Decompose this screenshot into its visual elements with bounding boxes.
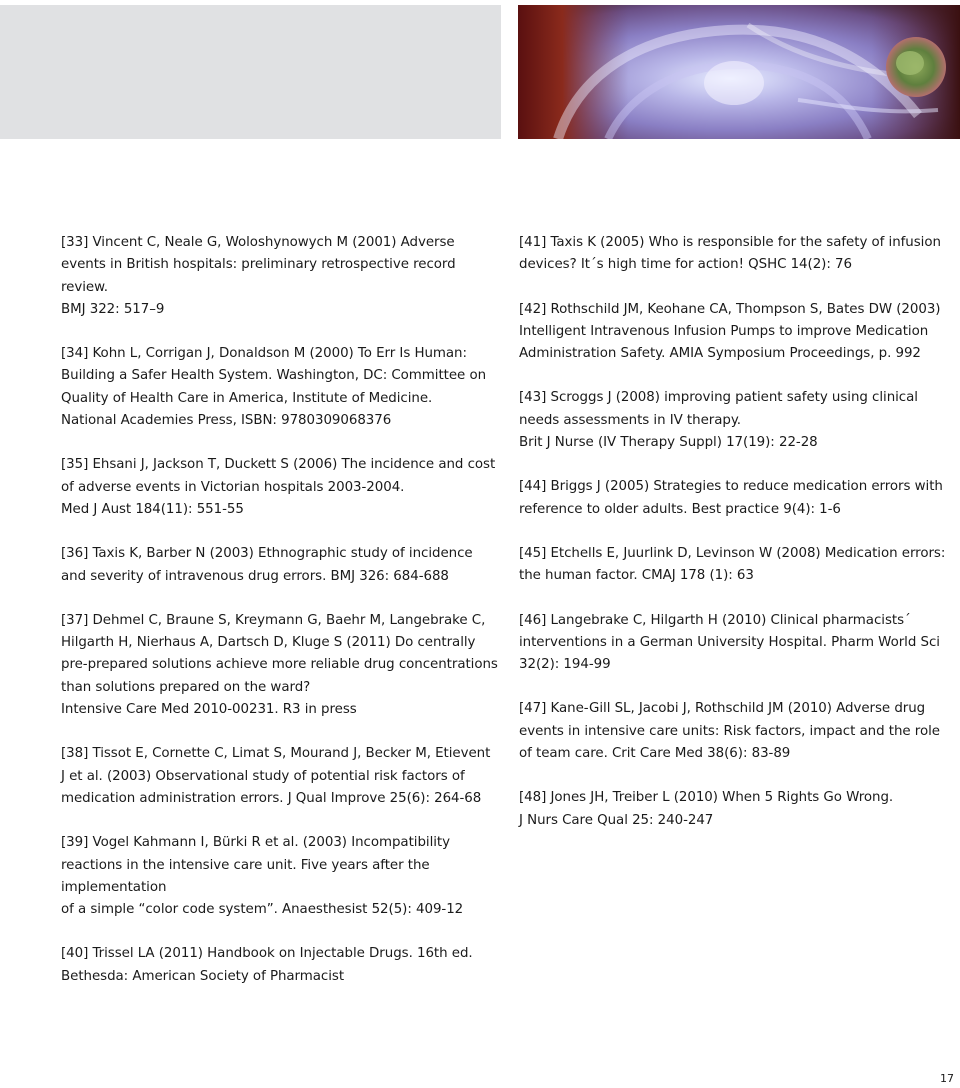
reference-33: [33] Vincent C, Neale G, Woloshynowych M (2001) Adverse events in British hospitals: preliminary retrospective record review. BMJ 322: 517–9 (61, 235, 456, 317)
references-left-column (61, 232, 505, 1010)
reference-34: [34] Kohn L, Corrigan J, Donaldson M (2000) To Err Is Human: Building a Safer Health System. Washington, DC: Committee on Quality of Health Care in America, Institute of Medicine. National Academies Press, ISBN: 9780309068376 (61, 346, 487, 429)
references-right-column (519, 232, 957, 854)
reference-37: [37] Dehmel C, Braune S, Kreymann G, Baehr M, Langebrake C, Hilgarth H, Nierhaus A, Dartsch D, Kluge S (2011) Do centrally pre-prepared solutions achieve more reliable drug concentrations than solutions prepared on the ward? Intensive Care Med 2010-00231. R3 in press (61, 612, 498, 718)
reference-42: [42] Rothschild JM, Keohane CA, Thompson S, Bates DW (2003) Intelligent Intravenous Infusion Pumps to improve Medication Administration Safety. AMIA Symposium Proceedings, p. 992 (519, 301, 941, 362)
reference-38: [38] Tissot E, Cornette C, Limat S, Mourand J, Becker M, Etievent J et al. (2003) Observational study of potential risk factors of medication administration errors. J Qual Improve 25(6): 264-68 (61, 746, 491, 806)
header-anatomical-image (518, 5, 960, 139)
header-gray-band (0, 5, 501, 139)
page-number: 17 (940, 1072, 954, 1085)
reference-39: [39] Vogel Kahmann I, Bürki R et al. (2003) Incompatibility reactions in the intensive care unit. Five years after the implementation of a simple “color code system”. Anaesthesist 52(5): 409-12 (61, 835, 464, 918)
reference-36: [36] Taxis K, Barber N (2003) Ethnographic study of incidence and severity of intravenous drug errors. BMJ 326: 684-688 (61, 546, 473, 584)
reference-47: [47] Kane-Gill SL, Jacobi J, Rothschild JM (2010) Adverse drug events in intensive care units: Risk factors, impact and the role of team care. Crit Care Med 38(6): 83-89 (519, 701, 940, 762)
reference-44: [44] Briggs J (2005) Strategies to reduce medication errors with reference to older adults. Best practice 9(4): 1-6 (519, 479, 943, 517)
reference-35: [35] Ehsani J, Jackson T, Duckett S (2006) The incidence and cost of adverse events in Victorian hospitals 2003-2004. Med J Aust 184(11): 551-55 (61, 457, 496, 517)
reference-40: [40] Trissel LA (2011) Handbook on Injectable Drugs. 16th ed. Bethesda: American Society of Pharmacist (61, 946, 473, 984)
reference-43: [43] Scroggs J (2008) improving patient safety using clinical needs assessments in IV therapy. Brit J Nurse (IV Therapy Suppl) 17(19): 22-28 (519, 390, 918, 451)
reference-48: [48] Jones JH, Treiber L (2010) When 5 Rights Go Wrong. J Nurs Care Qual 25: 240-247 (519, 790, 894, 828)
reference-46: [46] Langebrake C, Hilgarth H (2010) Clinical pharmacists´ interventions in a German University Hospital. Pharm World Sci 32(2): 194-99 (519, 612, 940, 673)
reference-41: [41] Taxis K (2005) Who is responsible for the safety of infusion devices? It´s high time for action! QSHC 14(2): 76 (519, 235, 941, 273)
reference-45: [45] Etchells E, Juurlink D, Levinson W (2008) Medication errors: the human factor. CMAJ 178 (1): 63 (519, 545, 946, 584)
